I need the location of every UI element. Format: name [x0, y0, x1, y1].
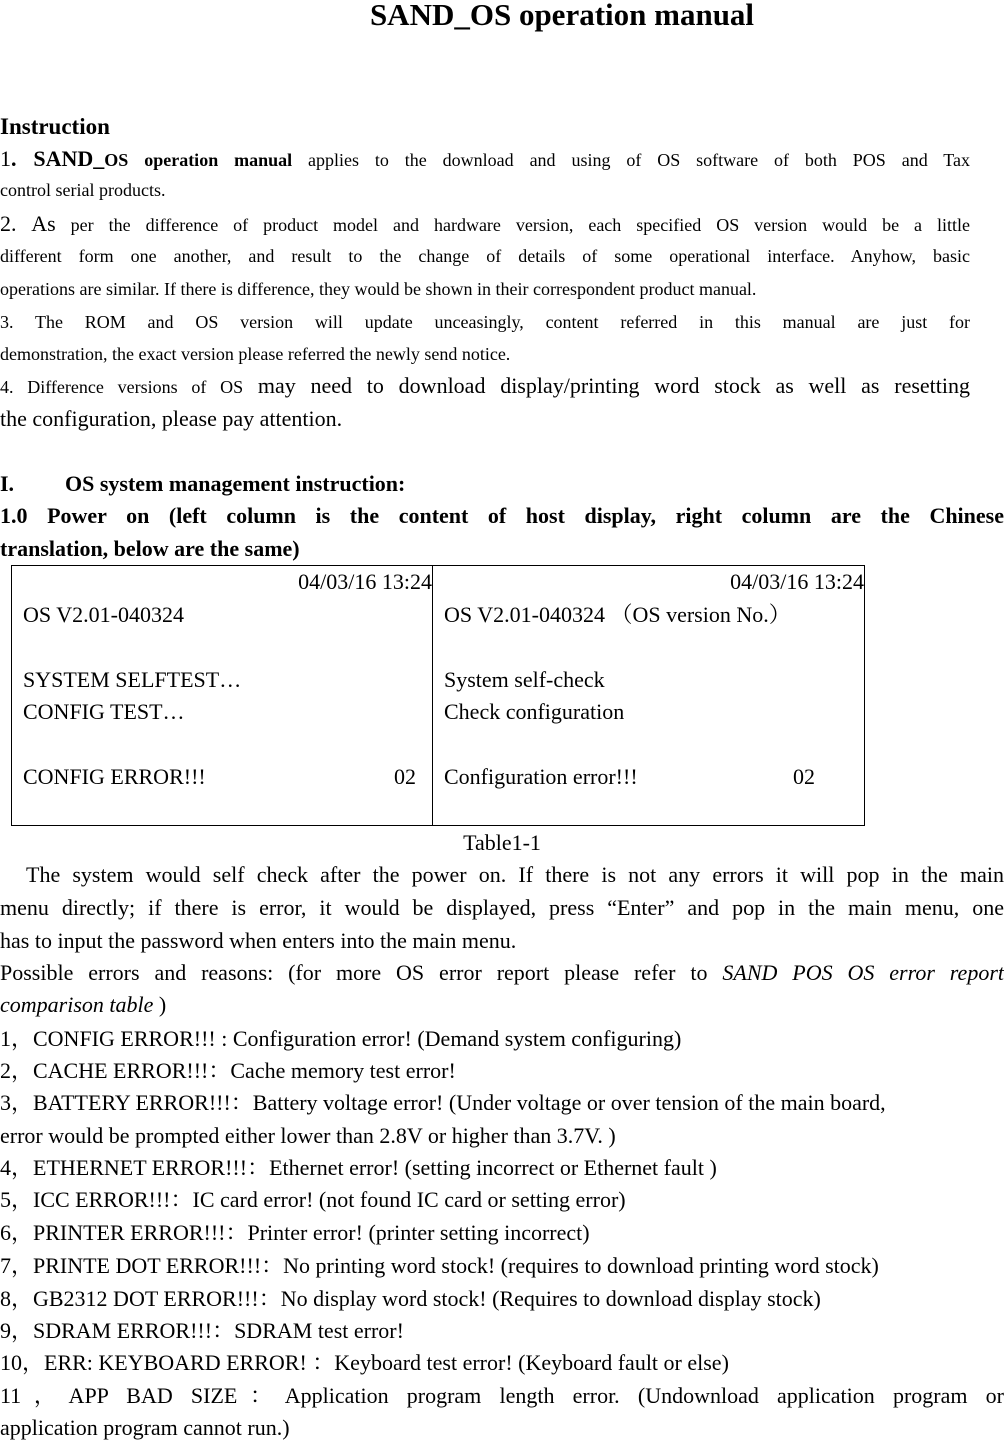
error-item: 9，SDRAM ERROR!!!：SDRAM test error!	[0, 1318, 404, 1343]
item-4-small: 4. Difference versions of OS	[0, 377, 244, 397]
host-version: OS V2.01-040324	[23, 601, 184, 627]
display-table	[11, 565, 865, 826]
item-2-text: per the difference of product model and hardware version, each specified OS version would be a little	[55, 215, 970, 235]
error-item: error would be prompted either lower than 2.8V or higher than 3.7V. )	[0, 1123, 616, 1148]
error-item: 5，ICC ERROR!!!：IC card error! (not found IC card or setting error)	[0, 1187, 626, 1212]
translation-config-error: Configuration error!!!	[444, 764, 638, 789]
section-heading	[0, 470, 405, 498]
instruction-item-4-line-2: the configuration, please pay attention.	[0, 406, 343, 431]
error-item: 10，ERR: KEYBOARD ERROR! ：Keyboard test error! (Keyboard fault or else)	[0, 1350, 729, 1375]
error-item: 4，ETHERNET ERROR!!!：Ethernet error! (setting incorrect or Ethernet fault )	[0, 1155, 717, 1180]
instruction-item-3-line-1: 3. The ROM and OS version will update unceasingly, content referred in this manual are just for	[0, 312, 970, 332]
section-number: I.	[0, 471, 15, 496]
error-item: 3，BATTERY ERROR!!!：Battery voltage error! (Under voltage or over tension of the main board,	[0, 1090, 886, 1115]
error-item: application program cannot run.)	[0, 1415, 290, 1440]
item-1-number: 1	[0, 146, 11, 171]
instruction-item-1-line-2: control serial products.	[0, 180, 166, 200]
translation-version: OS V2.01-040324 （OS version No.）	[444, 601, 791, 627]
table-caption: Table1-1	[463, 830, 541, 855]
body-p2-line-1	[0, 959, 1004, 987]
instruction-item-2-line-2: different form one another, and result to the change of details of some operational interface. Anyhow, basic	[0, 246, 970, 266]
body-p1-line-3: has to input the password when enters into the main menu.	[0, 928, 517, 953]
translation-datetime: 04/03/16 13:24	[730, 569, 864, 594]
error-item: 6，PRINTER ERROR!!!：Printer error! (printer setting incorrect)	[0, 1220, 590, 1245]
body-p2-close: )	[153, 992, 167, 1017]
item-1-text: applies to the download and using of OS software of both POS and Tax	[292, 150, 971, 170]
body-p2-text: Possible errors and reasons: (for more OS error report please refer to	[0, 960, 723, 985]
host-config-test: CONFIG TEST…	[23, 699, 185, 724]
instruction-item-3-line-2: demonstration, the exact version please referred the newly send notice.	[0, 344, 511, 364]
item-2-number: 2. As	[0, 211, 56, 236]
translation-cell	[433, 566, 865, 826]
body-p2-line-2	[0, 991, 166, 1019]
error-item: 11，APP BAD SIZE：Application program length error. (Undownload application program or	[0, 1383, 1004, 1408]
error-item: 7，PRINTE DOT ERROR!!!：No printing word stock! (requires to download printing word stock)	[0, 1253, 879, 1278]
item-4-text: may need to download display/printing word stock as well as resetting	[243, 373, 970, 398]
host-error-code: 02	[394, 764, 416, 789]
subsection-line-1: 1.0 Power on (left column is the content of host display, right column are the Chinese	[0, 503, 1004, 528]
instruction-item-1-line-1	[0, 145, 970, 176]
instruction-heading: Instruction	[0, 114, 110, 139]
instruction-item-2-line-1	[0, 210, 970, 241]
instruction-item-4-line-1	[0, 372, 970, 403]
error-item: 2，CACHE ERROR!!!：Cache memory test error!	[0, 1058, 456, 1083]
host-display-cell	[12, 566, 433, 826]
subsection-line-2: translation, below are the same)	[0, 536, 300, 561]
host-datetime: 04/03/16 13:24	[298, 569, 432, 594]
error-item: 1，CONFIG ERROR!!! : Configuration error! (Demand system configuring)	[0, 1026, 682, 1051]
item-1-bold-small: OS operation manual	[104, 150, 293, 170]
host-selftest: SYSTEM SELFTEST…	[23, 666, 242, 692]
error-item: 8，GB2312 DOT ERROR!!!：No display word stock! (Requires to download display stock)	[0, 1286, 821, 1311]
translation-error-code: 02	[793, 764, 815, 789]
item-1-bold: . SAND_	[11, 146, 105, 171]
translation-config-test: Check configuration	[444, 699, 625, 724]
translation-selftest: System self-check	[444, 666, 605, 692]
translation-config-error-row	[444, 761, 853, 794]
body-p1-line-1: The system would self check after the power on. If there is not any errors it will pop in the main	[26, 862, 1004, 887]
body-p2-italic-2: comparison table	[0, 992, 154, 1017]
body-p2-italic: SAND POS OS error report	[722, 960, 1004, 985]
page-title: SAND_OS operation manual	[369, 0, 755, 32]
instruction-item-2-line-3: operations are similar. If there is difference, they would be shown in their correspondent product manual.	[0, 279, 757, 299]
host-config-error-row	[23, 761, 421, 794]
host-config-error: CONFIG ERROR!!!	[23, 764, 206, 789]
body-p1-line-2: menu directly; if there is error, it would be displayed, press “Enter” and pop in the main menu, one	[0, 895, 1004, 920]
section-title: OS system management instruction:	[65, 471, 406, 496]
